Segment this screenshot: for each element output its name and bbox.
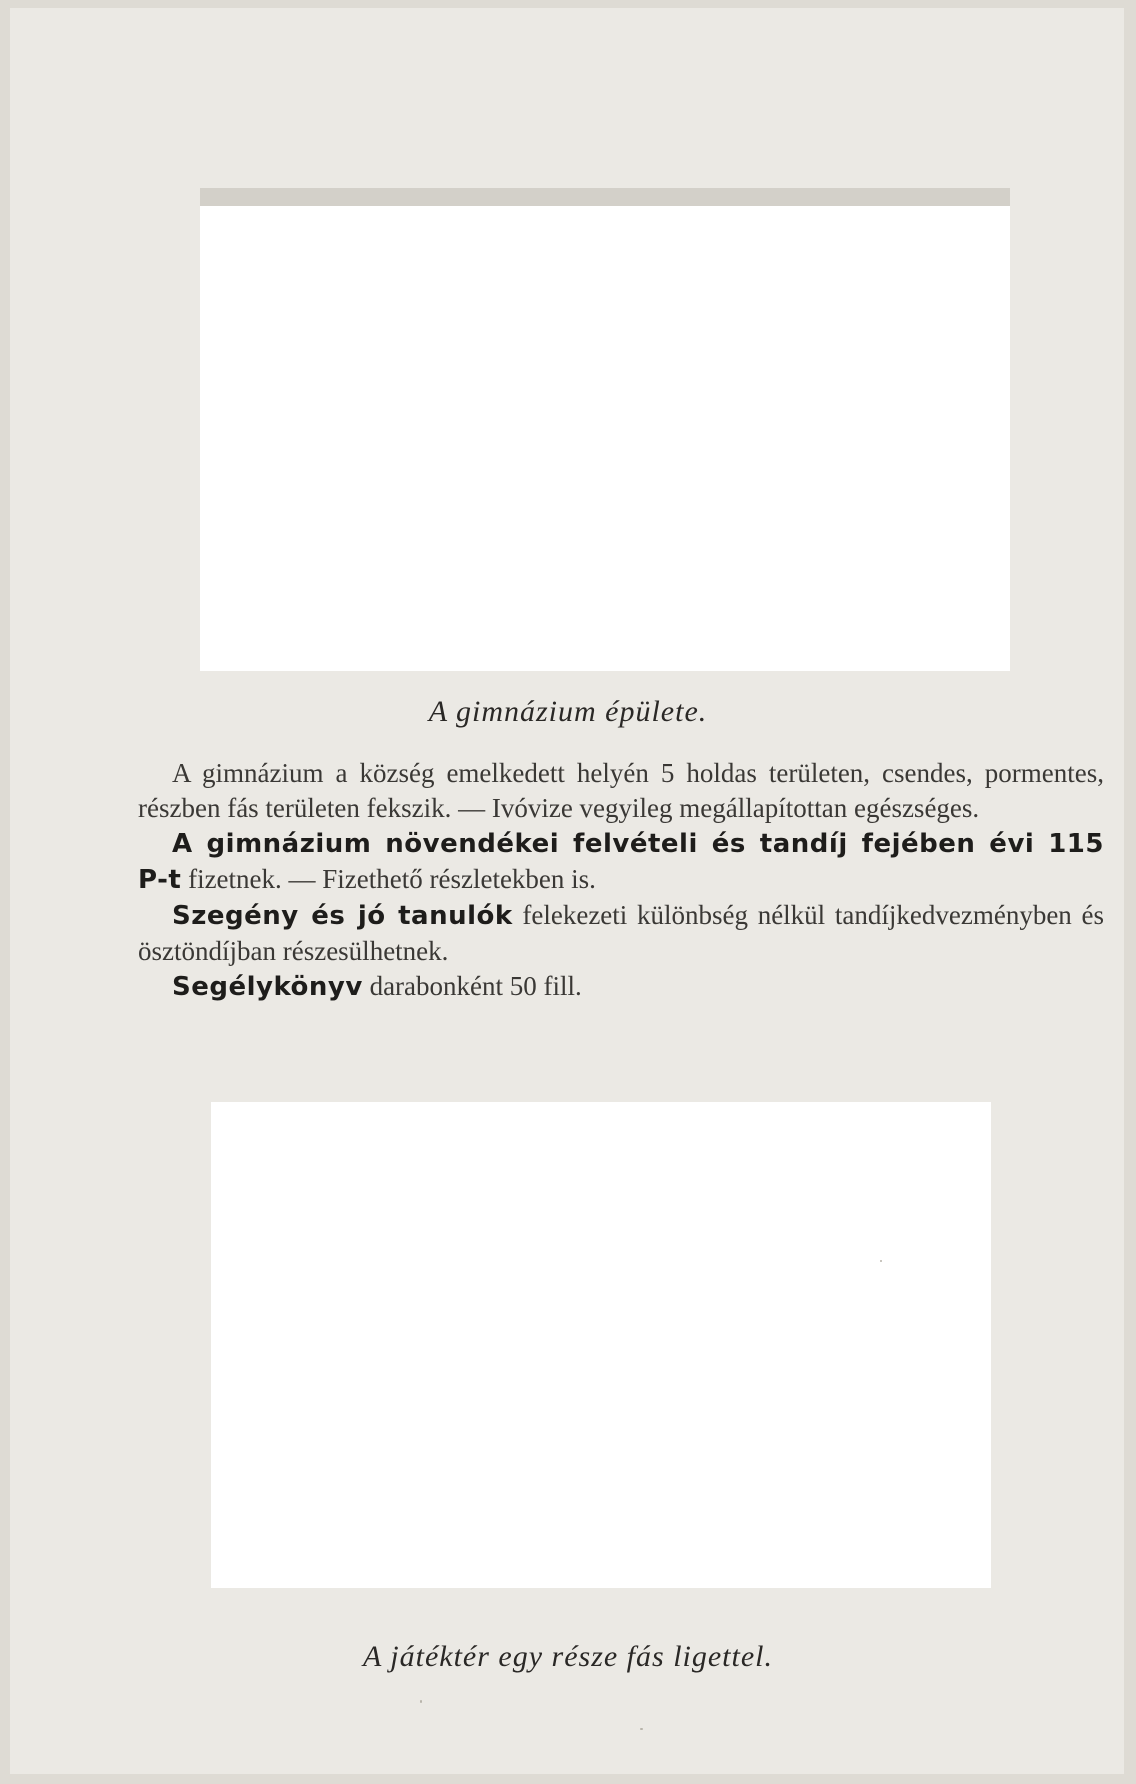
tuition-bold-text: A gimnázium növendékei felvételi és tandíj fejében évi 115 P-t bbox=[138, 829, 1104, 895]
main-text bbox=[138, 756, 1104, 1005]
scholarship-bold-text: Szegény és jó tanulók bbox=[172, 901, 513, 931]
playground-photo-blank bbox=[211, 1102, 991, 1588]
building-photo-blank bbox=[200, 206, 1010, 671]
aid-book-bold-text: Segélykönyv bbox=[172, 972, 363, 1002]
building-photo-caption: A gimnázium épülete. bbox=[428, 695, 708, 728]
scholarship-rest-text: felekezeti különbség nélkül tandíjkedvezményben és ösztöndíjban részesülhetnek. bbox=[138, 900, 1105, 966]
building-photo-frame bbox=[200, 188, 1010, 671]
paragraph-tuition bbox=[138, 826, 1104, 898]
paper-speck bbox=[420, 1700, 422, 1703]
paragraph-location: A gimnázium a község emelkedett helyén 5 holdas területen, csendes, pormentes, részben fás területen fekszik. — Ivóvize vegyileg megállapítottan egészséges. bbox=[138, 758, 1104, 823]
paragraph-scholarship bbox=[138, 898, 1104, 969]
playground-photo-frame bbox=[211, 1102, 991, 1588]
playground-photo-caption: A játéktér egy része fás ligettel. bbox=[362, 1640, 773, 1673]
paper-speck bbox=[880, 1260, 882, 1262]
paragraph-aid-book bbox=[138, 969, 1104, 1005]
tuition-rest-text: fizetnek. — Fizethető részletekben is. bbox=[181, 864, 596, 894]
paper-speck bbox=[640, 1728, 643, 1730]
aid-book-rest-text: darabonként 50 fill. bbox=[362, 971, 582, 1001]
